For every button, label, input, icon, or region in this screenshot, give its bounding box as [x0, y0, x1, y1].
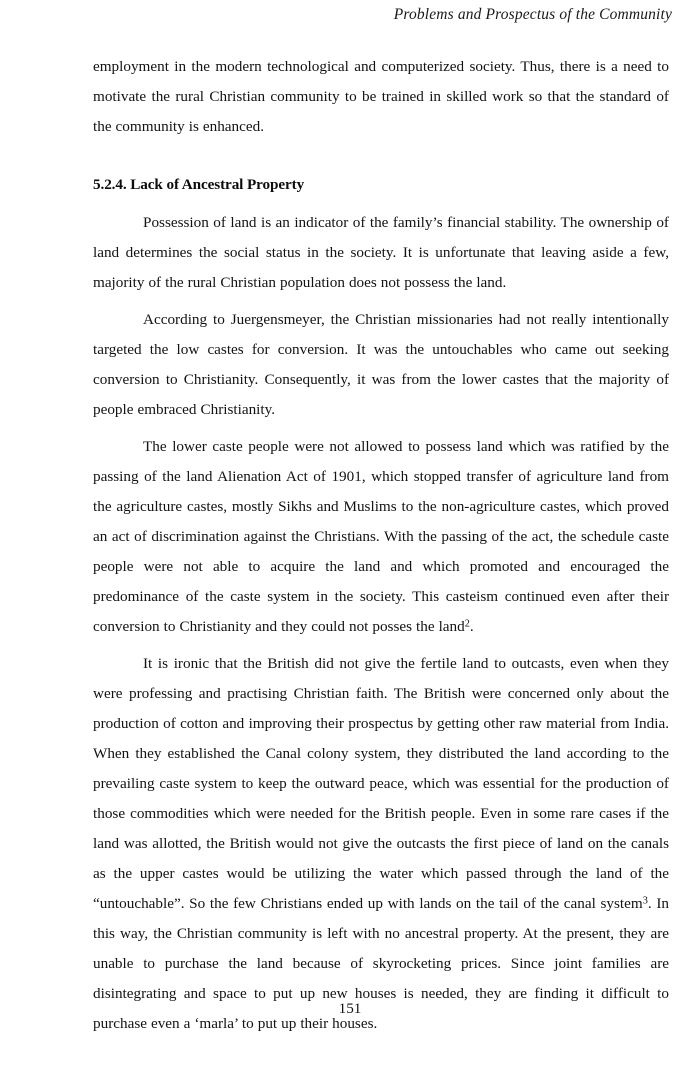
paragraph-text: The lower caste people were not allowed to possess land which was ratified by the passing of the land Alienation Act of 1901, which stopped transfer of agriculture land from the agriculture castes, mostly Sikhs and Muslims to the non-agriculture castes, which proved an act of discrimination against the Christians. With the passing of the act, the schedule caste people were not able to acquire the land and which promoted and encouraged the predominance of the caste system in the society. This casteism continued even after their conversion to Christianity and they could not posses the land	[93, 438, 669, 635]
section-heading: 5.2.4. Lack of Ancestral Property	[93, 176, 305, 193]
page-body-text	[93, 52, 669, 1039]
paragraph-juergensmeyer: According to Juergensmeyer, the Christian missionaries had not really intentionally targeted the low castes for conversion. It was the untouchables who came out seeking conversion to Christianity. Consequently, it was from the lower castes that the majority of people embraced Christianity.	[93, 311, 669, 418]
paragraph-possession-of-land: Possession of land is an indicator of the family’s financial stability. The ownership of land determines the social status in the society. It is unfortunate that leaving aside a few, majority of the rural Christian population does not possess the land.	[93, 214, 669, 291]
paragraph-text-tail: . In this way, the Christian community is left with no ancestral property. At the present, they are unable to purchase the land because of skyrocketing prices. Since joint families are disintegrating and space to put up new houses is needed, they are finding it difficult to purchase even a ‘marla’ to put up their houses.	[93, 895, 669, 1032]
footnote-marker-3: 3	[642, 895, 648, 907]
footnote-marker-2: 2	[464, 618, 470, 630]
spacer	[93, 642, 669, 649]
spacer	[93, 298, 669, 305]
spacer	[93, 425, 669, 432]
paragraph-text: It is ironic that the British did not give the fertile land to outcasts, even when they were professing and practising Christian faith. The British were concerned only about the production of cotton and improving their prospectus by getting other raw material from India. When they established the Canal colony system, they distributed the land according to the prevailing caste system to keep the outward peace, which was essential for the production of those commodities which were needed for the British people. Even in some rare cases if the land was allotted, the British would not give the outcasts the first piece of land on the canals as the upper castes would be utilizing the water which passed through the land of the “untouchable”. So the few Christians ended up with lands on the tail of the canal system	[93, 655, 669, 912]
page-number: 151	[338, 1000, 362, 1017]
paragraph-canal-colony	[93, 649, 669, 1039]
running-header: Problems and Prospectus of the Community	[393, 6, 672, 23]
paragraph-text-tail: .	[469, 618, 474, 635]
paragraph-continuation: employment in the modern technological and computerized society. Thus, there is a need to motivate the rural Christian community to be trained in skilled work so that the standard of the community is enhanced.	[93, 58, 669, 135]
paragraph-land-alienation-act	[93, 432, 669, 642]
spacer	[93, 142, 669, 170]
spacer	[93, 200, 669, 208]
